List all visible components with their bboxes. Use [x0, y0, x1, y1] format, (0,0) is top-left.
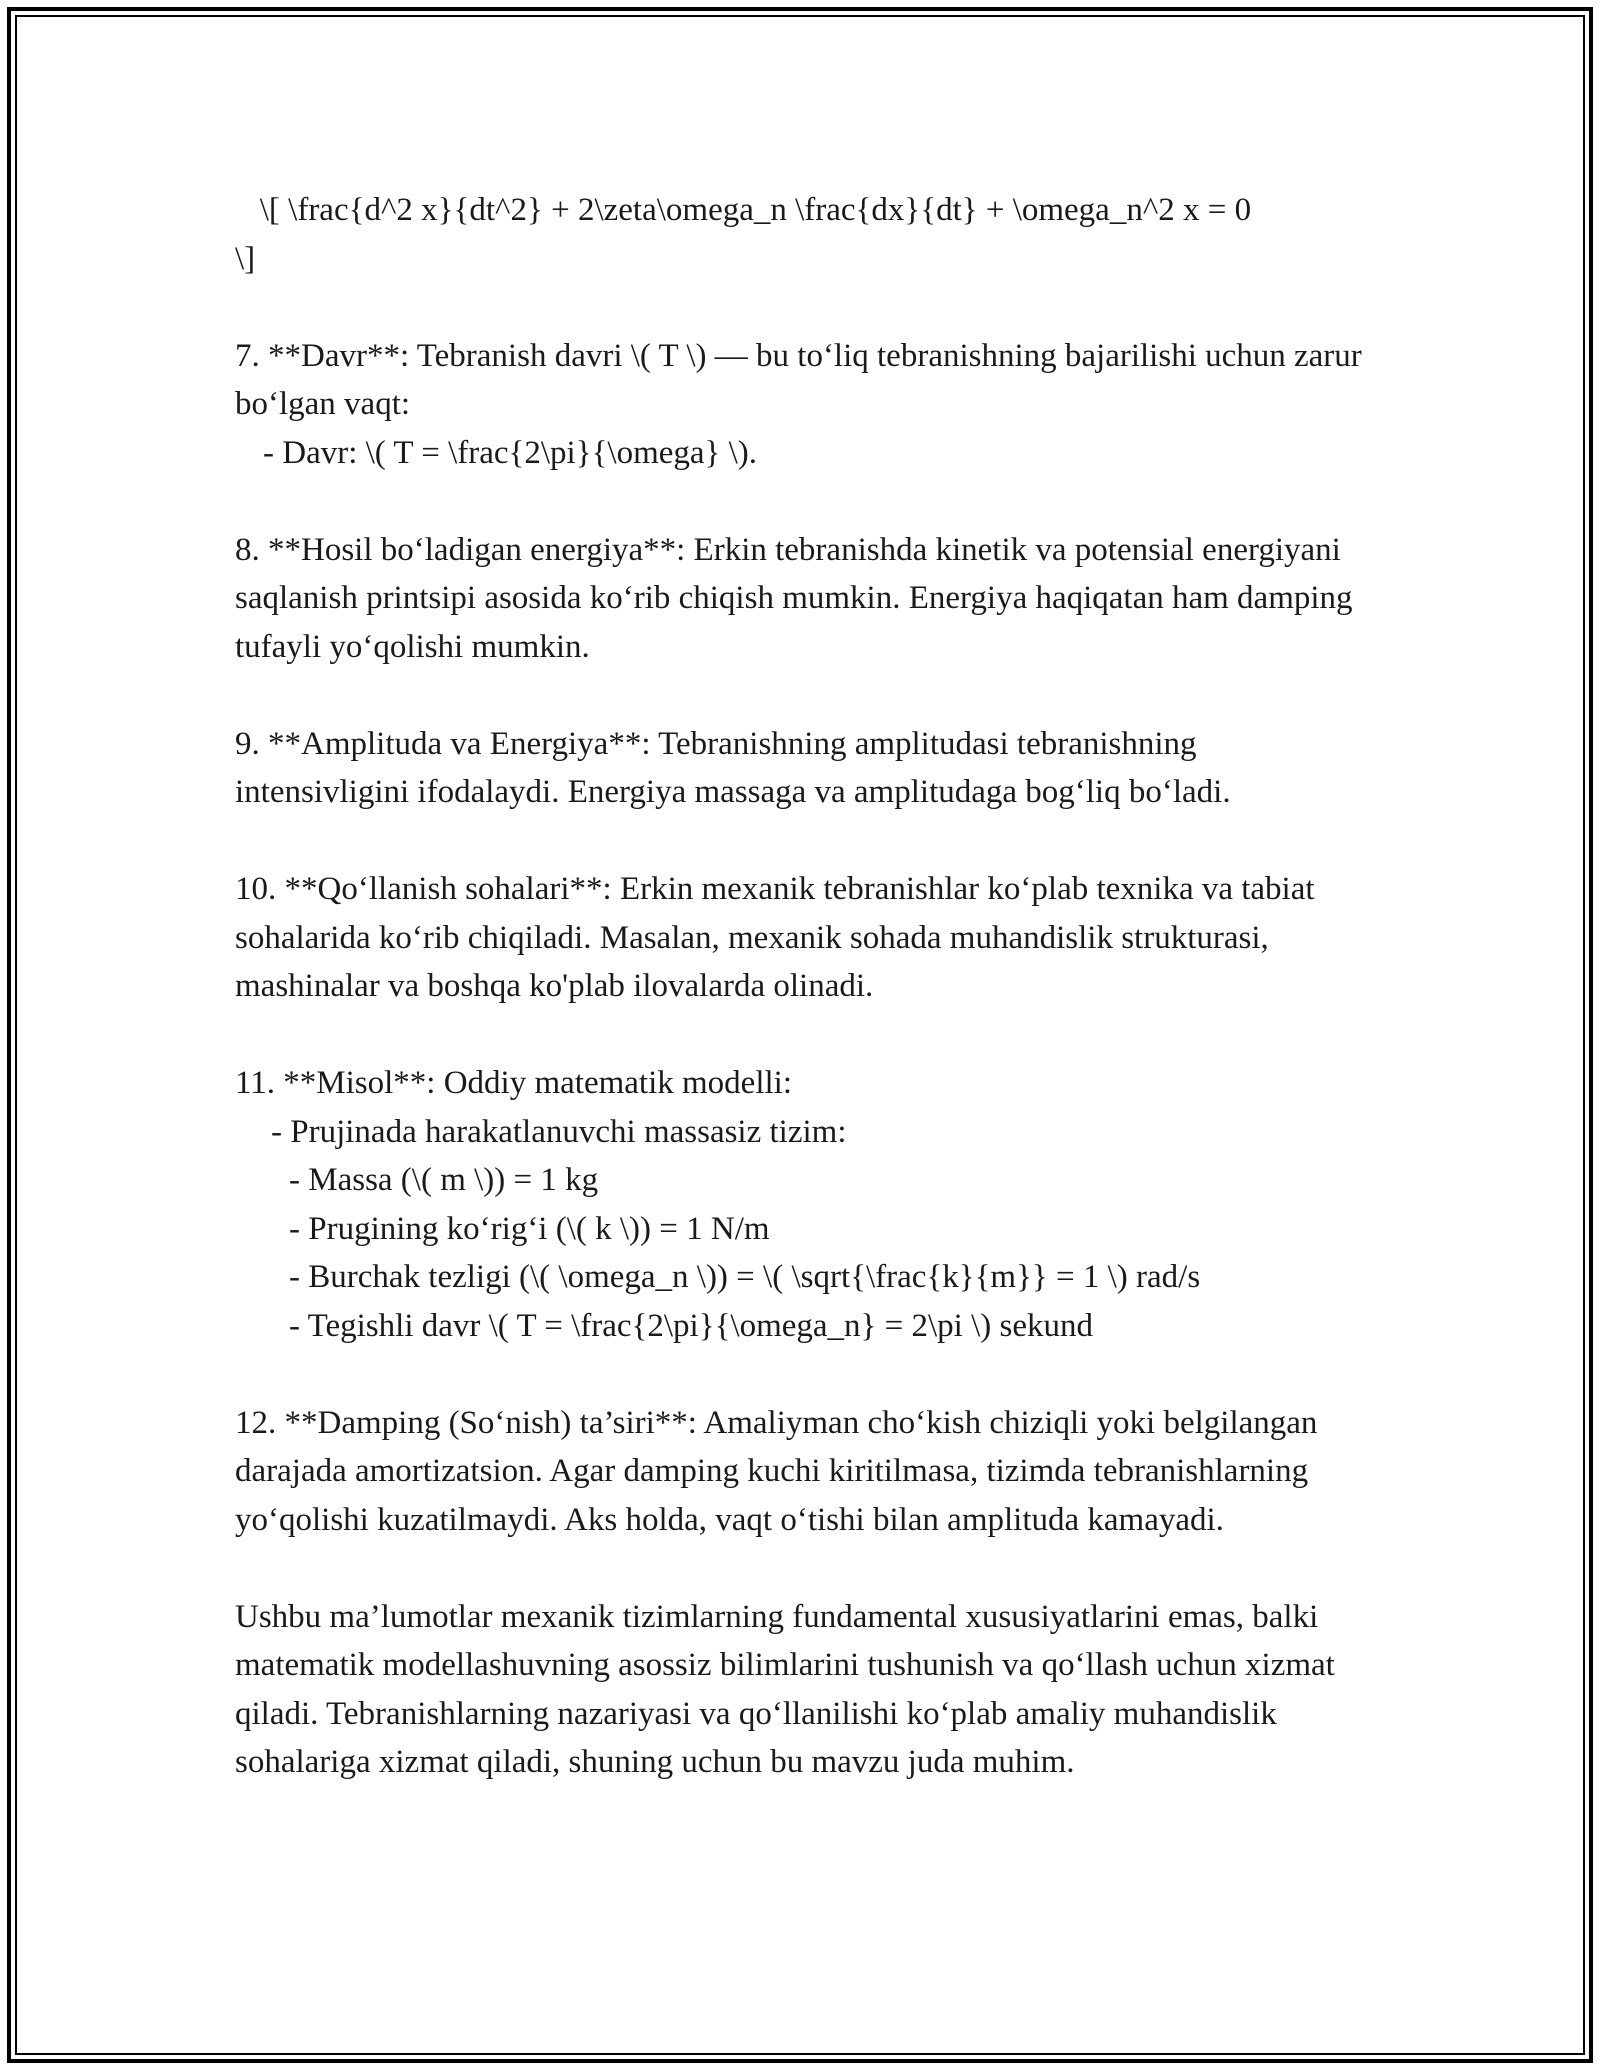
item-10-text: 10. **Qo‘llanish sohalari**: Erkin mexanik tebranishlar ko‘plab texnika va tabiat sohalarida ko‘rib chiqiladi. Masalan, mexanik sohada muhandislik strukturasi, mashinalar va boshqa ko'plab ilovalarda olinadi. [235, 871, 1315, 1004]
equation-line-1: \[ \frac{d^2 x}{dt^2} + 2\zeta\omega_n \frac{dx}{dt} + \omega_n^2 x = 0 [235, 192, 1252, 228]
item-11 [235, 1059, 1375, 1350]
item-11-sub: - Prujinada harakatlanuvchi massasiz tizim: [271, 1113, 847, 1150]
document-body [235, 186, 1375, 1787]
item-11-text: 11. **Misol**: Oddiy matematik modelli: [235, 1065, 792, 1101]
equation-line-2: \] [235, 240, 256, 277]
item-12 [235, 1399, 1375, 1545]
item-11-subitem: - Massa (\( m \)) = 1 kg [289, 1162, 599, 1198]
item-7 [235, 332, 1375, 478]
item-8-text: 8. **Hosil bo‘ladigan energiya**: Erkin tebranishda kinetik va potensial energiyani saqlanish printsipi asosida ko‘rib chiqish mumkin. Energiya haqiqatan ham damping tufayli yo‘qolishi mumkin. [235, 531, 1353, 665]
conclusion [235, 1593, 1375, 1787]
item-9-text: 9. **Amplituda va Energiya**: Tebranishning amplitudasi tebranishning intensivligini ifodalaydi. Energiya massaga va amplitudaga bog‘liq bo‘ladi. [235, 725, 1231, 810]
item-10 [235, 865, 1375, 1011]
equation-block [235, 186, 1375, 283]
item-11-subitem: - Burchak tezligi (\( \omega_n \)) = \( \sqrt{\frac{k}{m}} = 1 \) rad/s [289, 1259, 1201, 1295]
item-8 [235, 526, 1375, 672]
item-9 [235, 720, 1375, 817]
item-12-text: 12. **Damping (So‘nish) ta’siri**: Amaliyman cho‘kish chiziqli yoki belgilangan darajada amortizatsion. Agar damping kuchi kiritilmasa, tizimda tebranishlarning yo‘qolishi kuzatilmaydi. Aks holda, vaqt o‘tishi bilan amplituda kamayadi. [235, 1404, 1318, 1538]
item-11-subitem: - Tegishli davr \( T = \frac{2\pi}{\omega_n} = 2\pi \) sekund [289, 1307, 1093, 1344]
conclusion-text: Ushbu ma’lumotlar mexanik tizimlarning fundamental xususiyatlarini emas, balki matematik modellashuvning asossiz bilimlarini tushunish va qo‘llash uchun xizmat qiladi. Tebranishlarning nazariyasi va qo‘llanilishi ko‘plab amaliy muhandislik sohalariga xizmat qiladi, shuning uchun bu mavzu juda muhim. [235, 1598, 1335, 1780]
item-11-subitem: - Prugining ko‘rig‘i (\( k \)) = 1 N/m [289, 1210, 770, 1247]
item-7-sub: - Davr: \( T = \frac{2\pi}{\omega} \). [263, 434, 758, 471]
item-7-text: 7. **Davr**: Tebranish davri \( T \) — bu to‘liq tebranishning bajarilishi uchun zarur bo‘lgan vaqt: [235, 337, 1362, 422]
